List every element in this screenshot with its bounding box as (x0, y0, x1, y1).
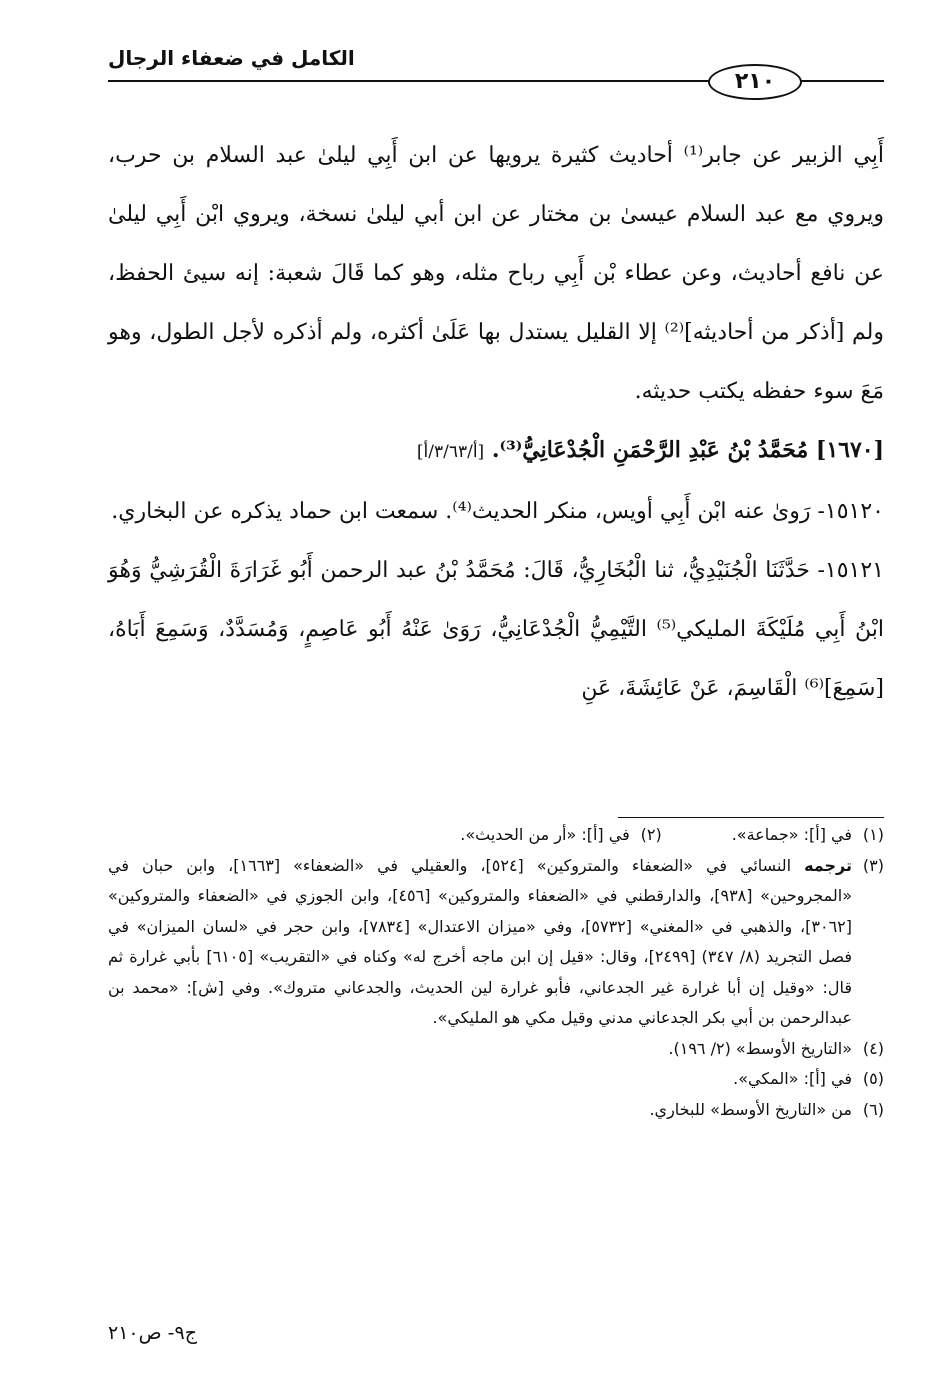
entry-title-text: [١٦٧٠] مُحَمَّدُ بْنُ عَبْدِ الرَّحْمَنِ الْجُدْعَانِيُّ⁽³⁾. (491, 437, 884, 463)
footnote-number: (٦) (862, 1099, 884, 1119)
footnote-number: (٥) (862, 1069, 884, 1088)
footnote-2 (460, 820, 661, 851)
footnotes (108, 820, 884, 1125)
footnote-text: النسائي في «الضعفاء والمتروكين» [٥٢٤]، والعقيلي في «الضعفاء» [١٦٦٣]، وابن حبان في «المجروحين» [٩٣٨]، والدارقطني في «الضعفاء والمتروكين» [٤٥٦]، وابن الجوزي في «الضعفاء والمتروكين» [٣٠٦٢]، والذهبي في «المغني» [٥٧٣٢]، وفي «ميزان الاعتدال» [٧٨٣٤]، وابن حجر في «لسان الميزان» في فصل التجريد (٨/ ٣٤٧) [٢٤٩٩]، وقال: «قيل إن ابن ماجه أخرج له» وكناه في «التقريب» [٦١٠٥] بأبي غرارة ثم قال: «وقيل إن أبا غرارة غير الجدعاني، فأبو غرارة لين الحديث، والجدعاني متروك». وفي [ش]: «محمد بن عبدالرحمن بن أبي بكر الجدعاني مدني وقيل مكي هو المليكي». (108, 855, 853, 1027)
entry-manuscript-ref: [أ/٣/٦٣/أ] (416, 442, 485, 462)
paragraph-3: ١٥١٢١- حَدَّثَنَا الْجُنَيْدِيُّ، ثنا الْبُخَارِيُّ، قَالَ: مُحَمَّدُ بْنُ عبد الرحمن أَبُو غَرَارَةَ الْقُرَشِيُّ وَهُوَ ابْنُ أَبِي مُلَيْكَةَ المليكي⁽⁵⁾ التَّيْمِيُّ الْجُدْعَانِيُّ، رَوَىٰ عَنْهُ أَبُو عَاصِمٍ، وَمُسَدَّدٌ، وَسَمِعَ أَبَاهُ، [سَمِعَ]⁽⁶⁾ الْقَاسِمَ، عَنْ عَائِشَةَ، عَنِ (108, 558, 885, 701)
entry-heading (108, 421, 884, 482)
footnote-number: (١) (862, 825, 884, 844)
footnote-6 (108, 1095, 884, 1126)
footnote-text: في [أ]: «أر من الحديث». (460, 825, 630, 844)
footnote-keyword: ترجمه (804, 855, 853, 875)
footnote-separator (618, 817, 884, 818)
footnote-text: «التاريخ الأوسط» (٢/ ١٩٦). (668, 1038, 852, 1058)
paragraph-1: أَبِي الزبير عن جابر⁽¹⁾ أحاديث كثيرة يرويها عن ابن أَبِي ليلىٰ عبد السلام بن حرب، ويروي مع عبد السلام عيسىٰ بن مختار عن ابن أبي ليلىٰ نسخة، ويروي ابْن أَبِي ليلىٰ عن نافع أحاديث، وعن عطاء بْن أَبِي رباح مثله، وهو كما قَالَ شعبة: إنه سيئ الحفظ، ولم [أذكر من أحاديثه]⁽²⁾ إلا القليل يستدل بها عَلَىٰ أكثره، ولم أذكره لأجل الطول، وهو مَعَ سوء حفظه يكتب حديثه. (108, 143, 884, 404)
footnote-number: (٢) (640, 825, 662, 844)
page-footer-ref: ج٩- ص٢١٠ (108, 1322, 197, 1344)
footnote-5 (108, 1064, 884, 1095)
footnote-text: في [أ]: «المكي». (733, 1069, 852, 1088)
footnote-number: (٤) (862, 1038, 884, 1058)
paragraph-2: ١٥١٢٠- رَوىٰ عنه ابْن أَبِي أويس، منكر الحديث⁽⁴⁾. سمعت ابن حماد يذكره عن البخاري. (111, 499, 884, 524)
page-number-badge: ٢١٠ (708, 64, 802, 100)
footnote-4 (108, 1034, 884, 1065)
main-text (108, 126, 884, 718)
footnote-row-1-2 (108, 820, 884, 851)
footnote-text: من «التاريخ الأوسط» للبخاري. (649, 1099, 852, 1119)
footnote-number: (٣) (862, 855, 885, 875)
footnote-text: في [أ]: «جماعة». (731, 825, 852, 844)
page-header (108, 40, 884, 110)
book-title: الكامل في ضعفاء الرجال (108, 46, 355, 70)
footnote-1 (732, 820, 884, 851)
footnote-3 (108, 851, 884, 1034)
